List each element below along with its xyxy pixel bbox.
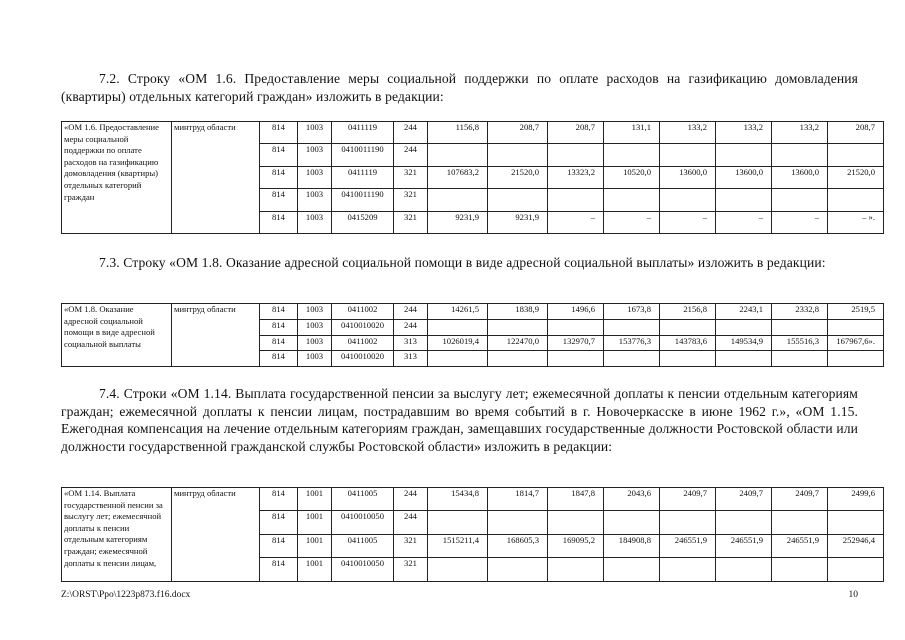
amount-cell: 252946,4: [828, 534, 884, 557]
file-path: Z:\ORST\Ppo\1223p873.f16.docx: [61, 590, 191, 600]
amount-cell: [716, 511, 772, 534]
amount-cell: [604, 189, 660, 211]
csr-cell: 0410011190: [332, 189, 394, 211]
amount-cell: [604, 511, 660, 534]
amount-cell: 2519,5: [828, 304, 884, 320]
amount-cell: [604, 558, 660, 582]
amount-cell: [548, 511, 604, 534]
amount-cell: [428, 319, 488, 335]
amount-cell: 15434,8: [428, 488, 488, 511]
csr-cell: 0411002: [332, 304, 394, 320]
amount-cell: 168605,3: [488, 534, 548, 557]
amount-cell: [772, 144, 828, 166]
amount-cell: –: [548, 211, 604, 234]
amount-cell: 1515211,4: [428, 534, 488, 557]
rzpr-cell: 1003: [298, 304, 332, 320]
paragraph-7-3: [61, 254, 858, 272]
amount-cell: [428, 558, 488, 582]
rzpr-cell: 1001: [298, 488, 332, 511]
amount-cell: [428, 144, 488, 166]
amount-cell: 1026019,4: [428, 335, 488, 351]
amount-cell: [660, 558, 716, 582]
page-footer: [61, 590, 858, 600]
amount-cell: [716, 144, 772, 166]
amount-cell: 21520,0: [828, 166, 884, 188]
amount-cell: [660, 511, 716, 534]
amount-cell: 2243,1: [716, 304, 772, 320]
rzpr-cell: 1003: [298, 335, 332, 351]
grbs-cell: 814: [260, 166, 298, 188]
amount-cell: [772, 351, 828, 367]
grbs-cell: 814: [260, 351, 298, 367]
amount-cell: 2409,7: [660, 488, 716, 511]
amount-cell: – ».: [828, 211, 884, 234]
csr-cell: 0411002: [332, 335, 394, 351]
amount-cell: 167967,6».: [828, 335, 884, 351]
table-om-1-14: [61, 487, 884, 582]
amount-cell: [828, 319, 884, 335]
amount-cell: 2043,6: [604, 488, 660, 511]
amount-cell: [604, 144, 660, 166]
amount-cell: [660, 144, 716, 166]
grbs-cell: 814: [260, 319, 298, 335]
amount-cell: [548, 319, 604, 335]
amount-cell: 133,2: [716, 122, 772, 144]
amount-cell: –: [604, 211, 660, 234]
table-om-1-6: [61, 121, 884, 234]
amount-cell: [716, 558, 772, 582]
vr-cell: 244: [394, 488, 428, 511]
grbs-cell: 814: [260, 488, 298, 511]
amount-cell: 132970,7: [548, 335, 604, 351]
amount-cell: 1838,9: [488, 304, 548, 320]
vr-cell: 313: [394, 351, 428, 367]
csr-cell: 0411005: [332, 534, 394, 557]
amount-cell: [428, 511, 488, 534]
amount-cell: 1847,8: [548, 488, 604, 511]
vr-cell: 244: [394, 319, 428, 335]
amount-cell: [828, 558, 884, 582]
amount-cell: 13323,2: [548, 166, 604, 188]
vr-cell: 244: [394, 304, 428, 320]
amount-cell: [548, 189, 604, 211]
amount-cell: [716, 351, 772, 367]
grbs-cell: 814: [260, 511, 298, 534]
amount-cell: [488, 511, 548, 534]
amount-cell: [828, 511, 884, 534]
paragraph-text: 7.3. Строку «ОМ 1.8. Оказание адресной социальной помощи в виде адресной социальной выплаты» изложить в редакции:: [99, 255, 826, 270]
amount-cell: [488, 558, 548, 582]
rzpr-cell: 1003: [298, 144, 332, 166]
amount-cell: 2499,6: [828, 488, 884, 511]
table-row: [62, 122, 884, 144]
grbs-cell: 814: [260, 335, 298, 351]
csr-cell: 0410010050: [332, 511, 394, 534]
amount-cell: 143783,6: [660, 335, 716, 351]
amount-cell: 1156,8: [428, 122, 488, 144]
vr-cell: 321: [394, 189, 428, 211]
amount-cell: 14261,5: [428, 304, 488, 320]
grbs-cell: 814: [260, 122, 298, 144]
rzpr-cell: 1001: [298, 511, 332, 534]
amount-cell: [660, 189, 716, 211]
amount-cell: [548, 351, 604, 367]
vr-cell: 321: [394, 211, 428, 234]
table-row: [62, 304, 884, 320]
amount-cell: [428, 351, 488, 367]
paragraph-7-4: [61, 385, 858, 455]
csr-cell: 0410010020: [332, 319, 394, 335]
amount-cell: [716, 189, 772, 211]
amount-cell: 208,7: [548, 122, 604, 144]
rzpr-cell: 1001: [298, 558, 332, 582]
grbs-cell: 814: [260, 189, 298, 211]
amount-cell: [488, 319, 548, 335]
amount-cell: 133,2: [772, 122, 828, 144]
amount-cell: 169095,2: [548, 534, 604, 557]
vr-cell: 313: [394, 335, 428, 351]
measure-name-cell: «ОМ 1.14. Выплата государственной пенсии за выслугу лет; ежемесячной доплаты к пенсии отдельным категориям граждан; ежемесячной доплаты к пенсии лицам,: [62, 488, 172, 582]
amount-cell: [660, 351, 716, 367]
csr-cell: 0410010020: [332, 351, 394, 367]
amount-cell: [828, 351, 884, 367]
table-om-1-8: [61, 303, 884, 367]
measure-name-cell: «ОМ 1.8. Оказание адресной социальной помощи в виде адресной социальной выплаты: [62, 304, 172, 367]
amount-cell: 153776,3: [604, 335, 660, 351]
amount-cell: 1814,7: [488, 488, 548, 511]
amount-cell: 21520,0: [488, 166, 548, 188]
csr-cell: 0411119: [332, 166, 394, 188]
vr-cell: 244: [394, 511, 428, 534]
amount-cell: 2156,8: [660, 304, 716, 320]
amount-cell: 1496,6: [548, 304, 604, 320]
paragraph-7-2: [61, 70, 858, 105]
amount-cell: [488, 144, 548, 166]
rzpr-cell: 1003: [298, 351, 332, 367]
csr-cell: 0415209: [332, 211, 394, 234]
amount-cell: [548, 144, 604, 166]
vr-cell: 244: [394, 122, 428, 144]
amount-cell: 133,2: [660, 122, 716, 144]
rzpr-cell: 1003: [298, 189, 332, 211]
amount-cell: 13600,0: [660, 166, 716, 188]
csr-cell: 0410011190: [332, 144, 394, 166]
csr-cell: 0411005: [332, 488, 394, 511]
amount-cell: 184908,8: [604, 534, 660, 557]
paragraph-text: 7.2. Строку «ОМ 1.6. Предоставление меры социальной поддержки по оплате расходов на газификацию домовладения (квартиры) отдельных категорий граждан» изложить в редакции:: [61, 71, 858, 104]
amount-cell: 155516,3: [772, 335, 828, 351]
amount-cell: [828, 144, 884, 166]
executor-cell: минтруд области: [172, 122, 260, 234]
amount-cell: –: [772, 211, 828, 234]
amount-cell: [488, 351, 548, 367]
amount-cell: 2332,8: [772, 304, 828, 320]
amount-cell: 1673,8: [604, 304, 660, 320]
rzpr-cell: 1003: [298, 319, 332, 335]
grbs-cell: 814: [260, 534, 298, 557]
rzpr-cell: 1003: [298, 166, 332, 188]
amount-cell: 2409,7: [772, 488, 828, 511]
amount-cell: 13600,0: [716, 166, 772, 188]
amount-cell: 107683,2: [428, 166, 488, 188]
amount-cell: 131,1: [604, 122, 660, 144]
amount-cell: 246551,9: [716, 534, 772, 557]
amount-cell: 208,7: [828, 122, 884, 144]
amount-cell: 122470,0: [488, 335, 548, 351]
executor-cell: минтруд области: [172, 304, 260, 367]
amount-cell: [716, 319, 772, 335]
amount-cell: 2409,7: [716, 488, 772, 511]
rzpr-cell: 1001: [298, 534, 332, 557]
executor-cell: минтруд области: [172, 488, 260, 582]
amount-cell: [772, 319, 828, 335]
amount-cell: 149534,9: [716, 335, 772, 351]
amount-cell: [548, 558, 604, 582]
amount-cell: –: [660, 211, 716, 234]
amount-cell: [828, 189, 884, 211]
vr-cell: 244: [394, 144, 428, 166]
vr-cell: 321: [394, 558, 428, 582]
rzpr-cell: 1003: [298, 211, 332, 234]
vr-cell: 321: [394, 166, 428, 188]
amount-cell: –: [716, 211, 772, 234]
amount-cell: [488, 189, 548, 211]
amount-cell: [428, 189, 488, 211]
amount-cell: 9231,9: [428, 211, 488, 234]
amount-cell: [604, 319, 660, 335]
grbs-cell: 814: [260, 558, 298, 582]
amount-cell: 9231,9: [488, 211, 548, 234]
grbs-cell: 814: [260, 304, 298, 320]
amount-cell: 246551,9: [660, 534, 716, 557]
amount-cell: [604, 351, 660, 367]
amount-cell: [772, 558, 828, 582]
table-row: [62, 488, 884, 511]
grbs-cell: 814: [260, 211, 298, 234]
amount-cell: 246551,9: [772, 534, 828, 557]
page-number: 10: [848, 590, 858, 600]
amount-cell: [772, 511, 828, 534]
amount-cell: 10520,0: [604, 166, 660, 188]
rzpr-cell: 1003: [298, 122, 332, 144]
csr-cell: 0410010050: [332, 558, 394, 582]
grbs-cell: 814: [260, 144, 298, 166]
measure-name-cell: «ОМ 1.6. Предоставление меры социальной поддержки по оплате расходов на газификацию домовладения (квартиры) отдельных категорий граждан: [62, 122, 172, 234]
vr-cell: 321: [394, 534, 428, 557]
amount-cell: 208,7: [488, 122, 548, 144]
paragraph-text: 7.4. Строки «ОМ 1.14. Выплата государственной пенсии за выслугу лет; ежемесячной доплаты к пенсии отдельным категориям граждан; ежемесячной доплаты к пенсии лицам, пострадавшим во время событий в г. Новочеркасске в июне 1962 г.», «ОМ 1.15. Ежегодная компенсация на лечение отдельным категориям граждан, замещавших государственные должности Ростовской области или должности государственной гражданской службы Ростовской области» изложить в редакции:: [61, 386, 858, 454]
amount-cell: [772, 189, 828, 211]
csr-cell: 0411119: [332, 122, 394, 144]
amount-cell: [660, 319, 716, 335]
amount-cell: 13600,0: [772, 166, 828, 188]
